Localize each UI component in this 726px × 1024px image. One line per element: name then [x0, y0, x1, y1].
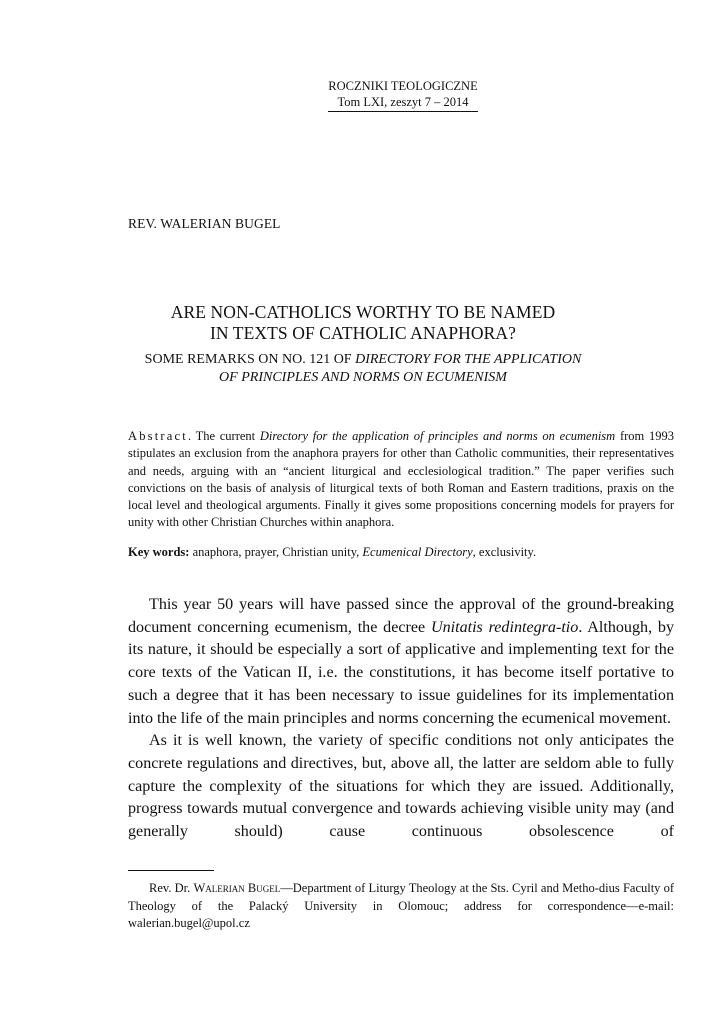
- footnote-author-name: Walerian Bugel: [193, 881, 281, 895]
- subtitle-italic-1: DIRECTORY FOR THE APPLICATION: [355, 352, 582, 367]
- p1-text-start: This year 50 years will have passed since the approval of the ground-breaking document concerning ecumenism, the decree: [128, 596, 674, 636]
- abstract: [128, 428, 674, 532]
- subtitle-italic-2: OF PRINCIPLES AND NORMS ON ECUMENISM: [219, 370, 507, 385]
- paragraph-2: As it is well known, the variety of specific conditions not only anticipates the concrete regulations and directives, but, above all, the latter are seldom able to fully capture the complexity of the situations for which they are issued. Additionally, progress towards mutual convergence and towards achieving visible unity may (and generally should) cause continuous obsolescence of: [128, 732, 674, 841]
- footnote-prefix: Rev. Dr.: [149, 881, 194, 895]
- keywords-list-start: anaphora, prayer, Christian unity,: [189, 545, 363, 559]
- title-line-2: IN TEXTS OF CATHOLIC ANAPHORA?: [209, 323, 517, 343]
- abstract-italic-title: Directory for the application of principles and norms on ecumenism: [259, 429, 616, 443]
- subtitle-line-2: [90, 369, 636, 387]
- abstract-label: Abstract: [128, 429, 188, 443]
- footnote-text: —Department of Liturgy Theology at the Sts. Cyril and Metho-dius Faculty of Theology of the Palacký University in Olomouc; address for correspondence—e-mail: walerian.bugel@upol.cz: [128, 881, 675, 930]
- keywords-label: Key words:: [128, 545, 190, 559]
- subtitle-prefix: SOME REMARKS ON NO. 121 OF: [144, 352, 356, 367]
- title-block: [90, 302, 636, 387]
- abstract-text-rest: from 1993 stipulates an exclusion from the anaphora prayers for other than Catholic communities, their representatives and needs, arguing with an “ancient liturgical and ecclesiological tradition.” The paper verifies such convictions on the basis of analysis of liturgical texts of both Roman and Eastern traditions, praxis on the local level and theological arguments. Finally it gives some propositions concerning models for prayers for unity with other Christian Churches within anaphora.: [128, 429, 674, 530]
- paragraph-1: [128, 594, 674, 730]
- subtitle-line-1: [90, 351, 636, 369]
- abstract-text-start: . The current: [187, 429, 260, 443]
- keywords: [128, 544, 674, 561]
- journal-header: [300, 78, 506, 112]
- keywords-list-end: , exclusivity.: [472, 545, 537, 559]
- header-rule: [328, 111, 478, 112]
- title-line-1: ARE NON-CATHOLICS WORTHY TO BE NAMED: [170, 302, 556, 322]
- author-name: REV. WALERIAN BUGEL: [128, 216, 281, 231]
- footnote-rule: [128, 870, 214, 871]
- footnote: [128, 880, 674, 933]
- p1-text-rest: . Although, by its nature, it should be especially a sort of applicative and implementing text for the core texts of the Vatican II, i.e. the constitutions, it has become itself portative to such a degree that it has been necessary to issue guidelines for its implementation into the life of the main principles and norms concerning the ecumenical movement.: [128, 618, 674, 727]
- journal-issue: Tom LXI, zeszyt 7 – 2014: [337, 95, 469, 109]
- main-body: [128, 594, 674, 844]
- journal-name: ROCZNIKI TEOLOGICZNE: [328, 79, 478, 93]
- keywords-italic: Ecumenical Directory: [362, 545, 473, 559]
- p1-italic-decree: Unitatis redintegra-tio: [430, 618, 579, 636]
